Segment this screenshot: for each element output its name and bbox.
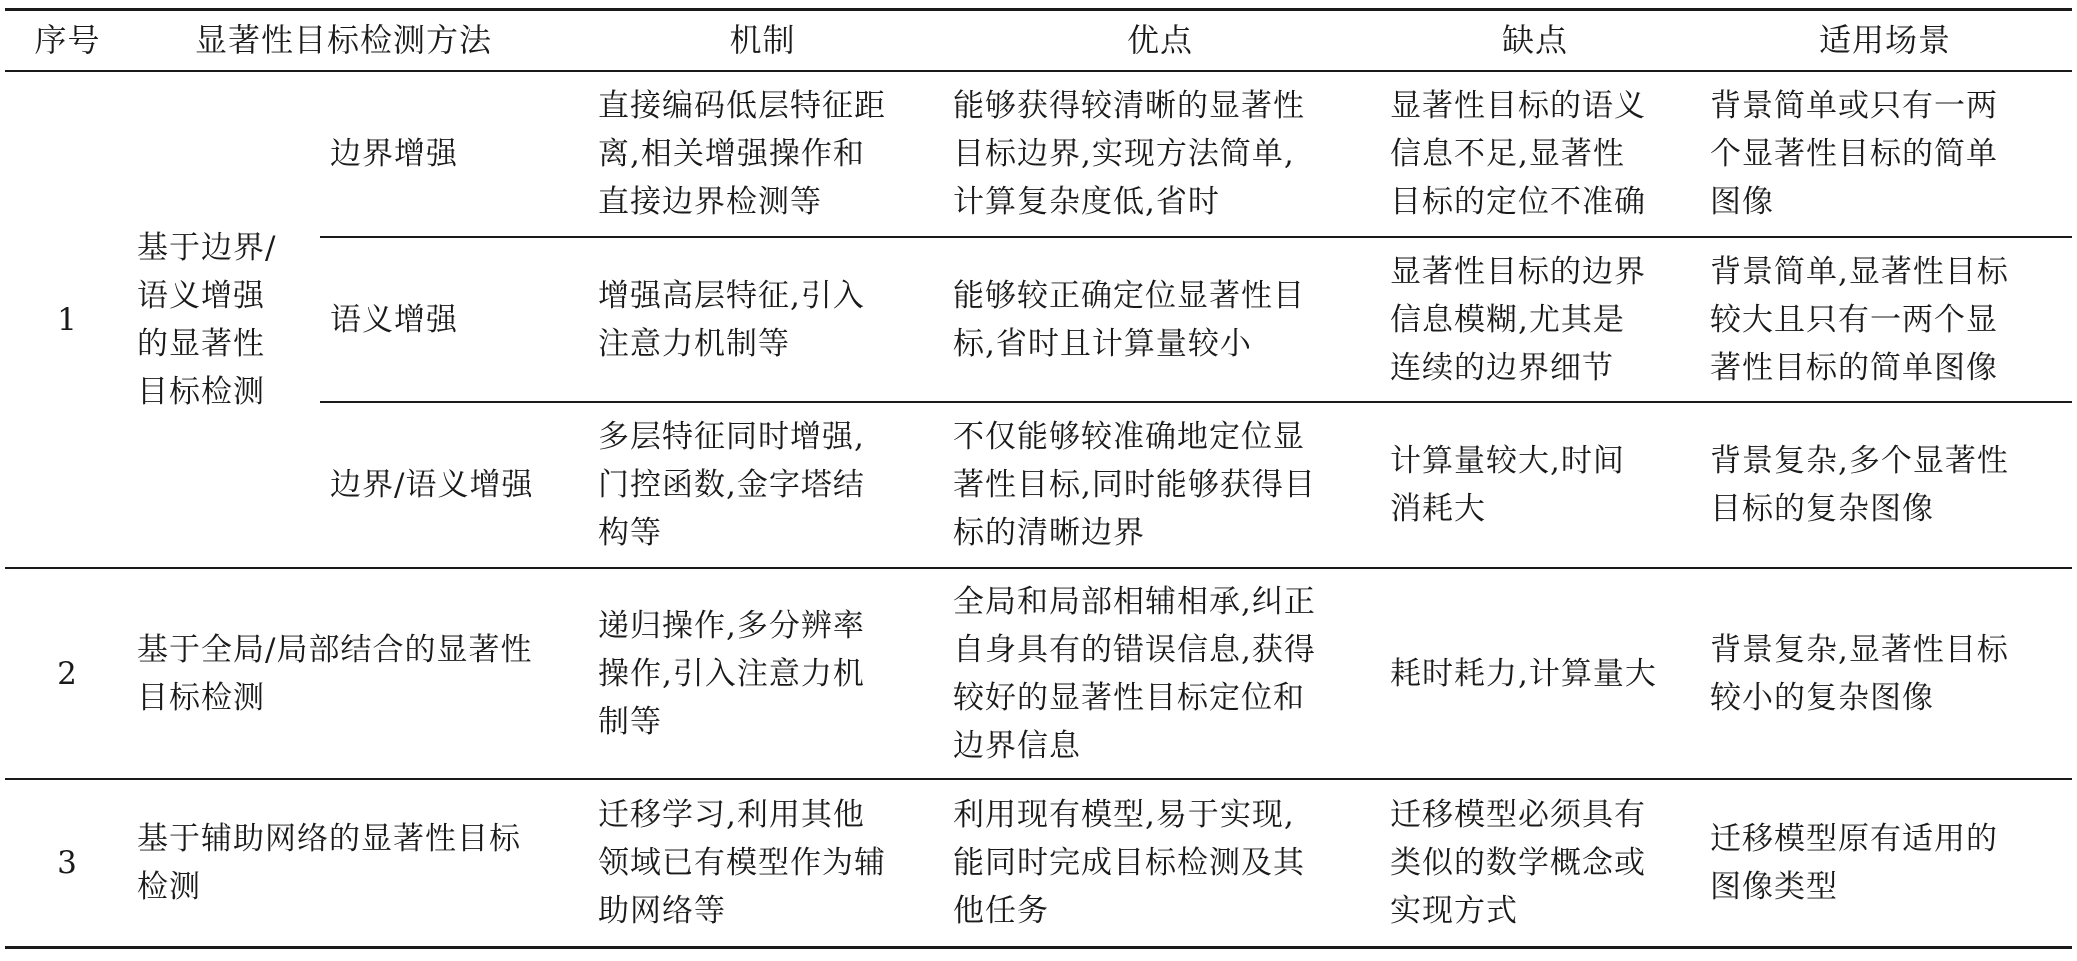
scenarios-cell: 迁移模型原有适用的 图像类型 (1710, 821, 1998, 905)
row-number: 1 (57, 301, 78, 338)
row-number: 3 (57, 845, 78, 881)
disadvantages-cell: 显著性目标的语义 信息不足,显著性 目标的定位不准确 (1390, 88, 1646, 220)
header-scenarios: 适用场景 (1818, 21, 1951, 59)
mechanism-cell: 直接编码低层特征距 离,相关增强操作和 直接边界检测等 (598, 88, 886, 220)
method-name: 基于全局/局部结合的显著性 目标检测 (137, 631, 533, 716)
advantages-cell: 全局和局部相辅相承,纠正 自身具有的错误信息,获得 较好的显著性目标定位和 边界信息 (953, 583, 1316, 764)
submethod-name: 边界增强 (330, 136, 458, 172)
scenarios-cell: 背景简单,显著性目标 较大且只有一两个显 著性目标的简单图像 (1710, 253, 2009, 386)
advantages-cell: 不仅能够较准确地定位显 著性目标,同时能够获得目 标的清晰边界 (953, 419, 1316, 551)
submethod-name: 边界/语义增强 (330, 467, 534, 503)
scenarios-cell: 背景复杂,多个显著性 目标的复杂图像 (1710, 443, 2009, 527)
mechanism-cell: 递归操作,多分辨率 操作,引入注意力机 制等 (598, 607, 865, 740)
mechanism-cell: 增强高层特征,引入 注意力机制等 (598, 277, 865, 362)
scenarios-cell: 背景复杂,显著性目标 较小的复杂图像 (1710, 631, 2009, 716)
advantages-cell: 能够较正确定位显著性目 标,省时且计算量较小 (953, 277, 1305, 362)
advantages-cell: 利用现有模型,易于实现, 能同时完成目标检测及其 他任务 (953, 797, 1305, 929)
header-mechanism: 机制 (729, 21, 796, 59)
disadvantages-cell: 迁移模型必须具有 类似的数学概念或 实现方式 (1390, 797, 1646, 929)
header-no: 序号 (34, 21, 101, 59)
method-name: 基于边界/ 语义增强 的显著性 目标检测 (137, 229, 277, 410)
mechanism-cell: 多层特征同时增强, 门控函数,金字塔结 构等 (598, 419, 865, 551)
submethod-name: 语义增强 (330, 301, 458, 338)
mechanism-cell: 迁移学习,利用其他 领域已有模型作为辅 助网络等 (598, 797, 886, 929)
method-name: 基于辅助网络的显著性目标 检测 (137, 821, 521, 905)
advantages-cell: 能够获得较清晰的显著性 目标边界,实现方法简单, 计算复杂度低,省时 (953, 88, 1305, 220)
header-advantages: 优点 (1126, 21, 1193, 59)
disadvantages-cell: 显著性目标的边界 信息模糊,尤其是 连续的边界细节 (1390, 253, 1646, 386)
row-number: 2 (57, 655, 78, 692)
header-method: 显著性目标检测方法 (195, 21, 493, 59)
header-disadvantages: 缺点 (1501, 21, 1568, 59)
scenarios-cell: 背景简单或只有一两 个显著性目标的简单 图像 (1710, 88, 1998, 220)
disadvantages-cell: 耗时耗力,计算量大 (1390, 655, 1657, 692)
bottom-rule (5, 946, 2072, 949)
disadvantages-cell: 计算量较大,时间 消耗大 (1390, 443, 1625, 527)
